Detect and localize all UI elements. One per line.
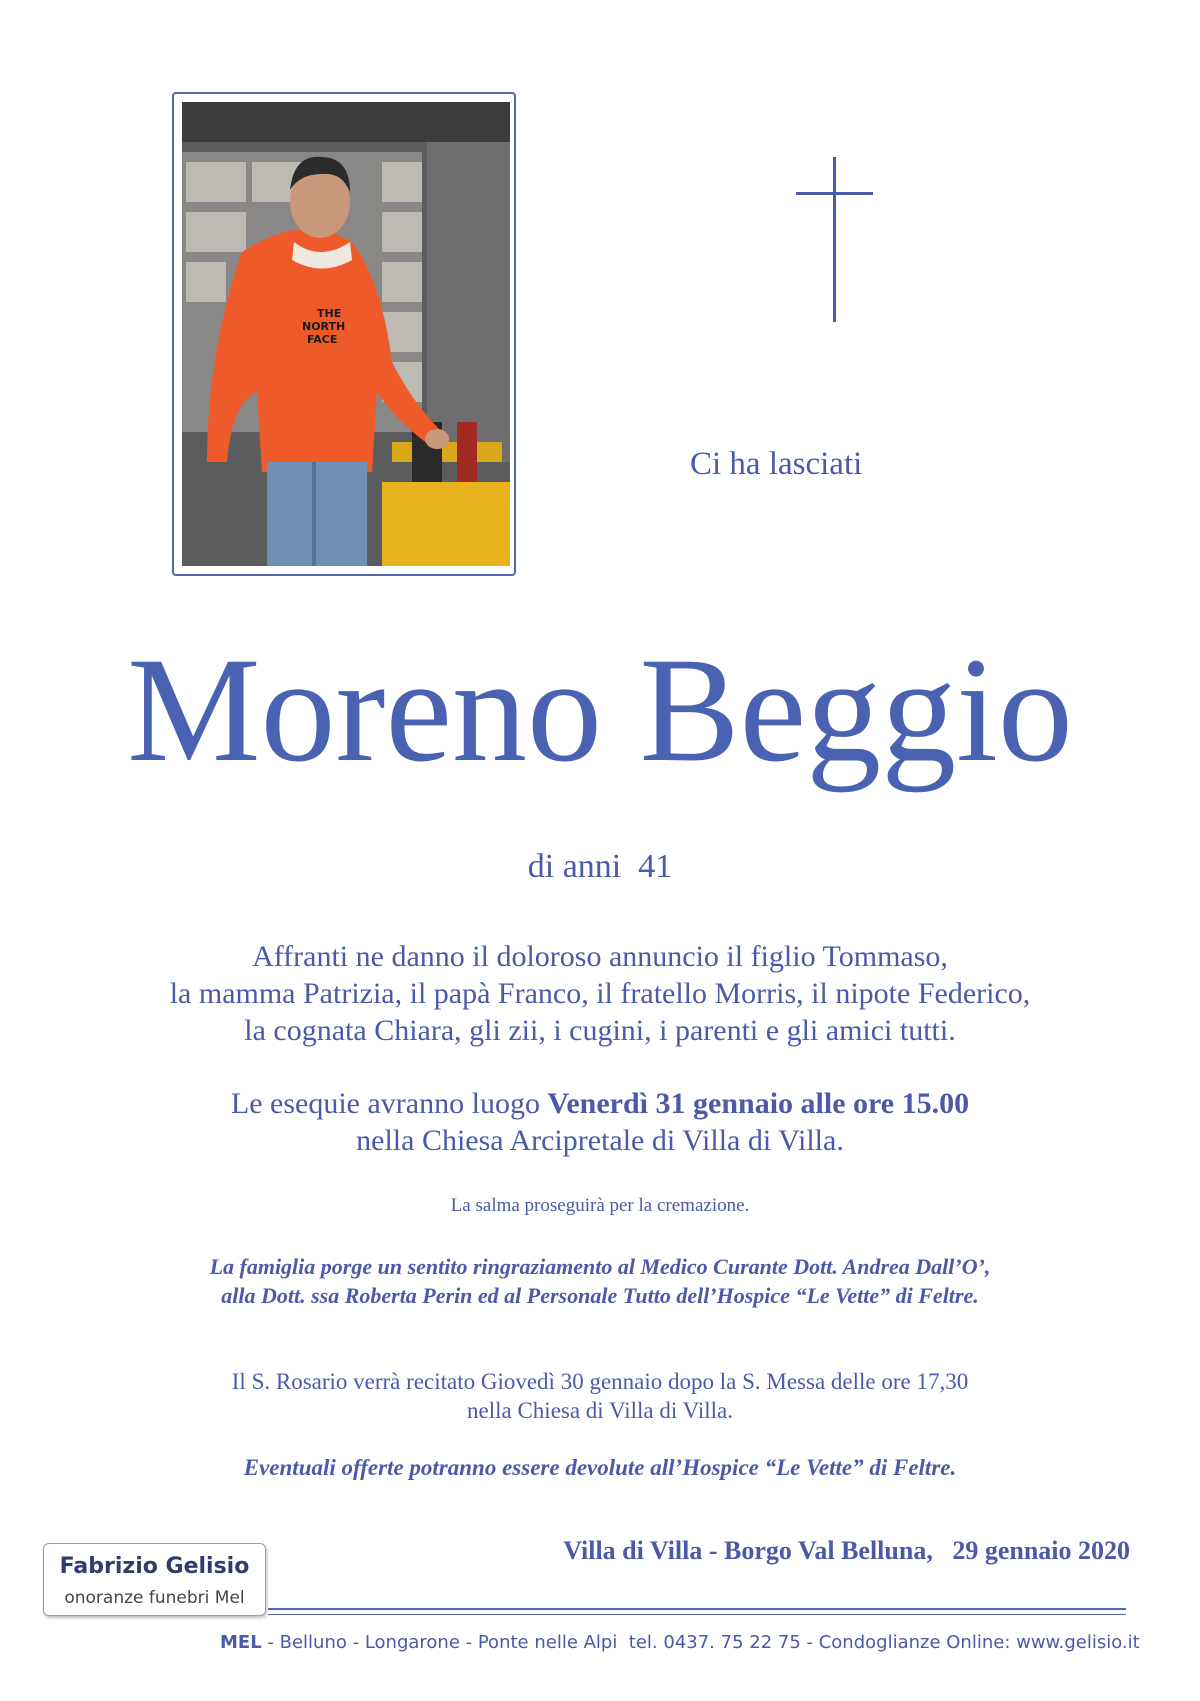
- announcement-line: Affranti ne danno il doloroso annuncio il figlio Tommaso,: [252, 940, 948, 973]
- svg-text:FACE: FACE: [307, 333, 338, 346]
- footer-divider: [268, 1608, 1126, 1610]
- logo-name: Fabrizio Gelisio: [59, 1554, 250, 1579]
- funeral-location: nella Chiesa Arcipretale di Villa di Villa.: [356, 1124, 844, 1157]
- funeral-home-logo: [43, 1543, 266, 1616]
- footer-details: - Belluno - Longarone - Ponte nelle Alpi tel. 0437. 75 22 75 - Condoglianze Online: www.gelisio.it: [261, 1632, 1140, 1653]
- announcement-line: la cognata Chiara, gli zii, i cugini, i parenti e gli amici tutti.: [244, 1014, 956, 1047]
- funeral-prefix: Le esequie avranno luogo: [230, 1087, 548, 1120]
- cross-icon-crossbar: [796, 192, 873, 195]
- announcement-line: la mamma Patrizia, il papà Franco, il fratello Morris, il nipote Federico,: [169, 977, 1031, 1010]
- announcement: [0, 938, 1200, 1049]
- thanks-line: La famiglia porge un sentito ringraziamento al Medico Curante Dott. Andrea Dall’O’,: [209, 1254, 991, 1279]
- cremation-note: La salma proseguirà per la cremazione.: [450, 1195, 750, 1216]
- funeral-datetime: Venerdì 31 gennaio alle ore 15.00: [547, 1087, 970, 1120]
- footer-town: MEL: [220, 1632, 262, 1653]
- offers-note: Eventuali offerte potranno essere devolute all’Hospice “Le Vette” di Feltre.: [243, 1455, 957, 1480]
- cross-icon: [833, 157, 836, 322]
- intro-text: Ci ha lasciati: [690, 446, 863, 482]
- age-text: di anni 41: [527, 848, 673, 885]
- thanks-line: alla Dott. ssa Roberta Perin ed al Personale Tutto dell’Hospice “Le Vette” di Feltre.: [221, 1283, 979, 1308]
- svg-text:THE: THE: [317, 307, 342, 320]
- rosary-line: Il S. Rosario verrà recitato Giovedì 30 gennaio dopo la S. Messa delle ore 17,30: [231, 1369, 969, 1394]
- thanks-note: [0, 1252, 1200, 1310]
- portrait-photo: [182, 102, 510, 566]
- svg-text:NORTH: NORTH: [302, 320, 346, 333]
- place-date: Villa di Villa - Borgo Val Belluna, 29 gennaio 2020: [563, 1536, 1130, 1565]
- rosary-line: nella Chiesa di Villa di Villa.: [467, 1398, 733, 1423]
- footer-divider: [268, 1614, 1126, 1615]
- rosary-note: [0, 1367, 1200, 1425]
- deceased-name: Moreno Beggio: [127, 627, 1073, 793]
- logo-subtitle: onoranze funebri Mel: [64, 1588, 245, 1608]
- footer-contact: [220, 1632, 1140, 1653]
- funeral-info: [0, 1085, 1200, 1159]
